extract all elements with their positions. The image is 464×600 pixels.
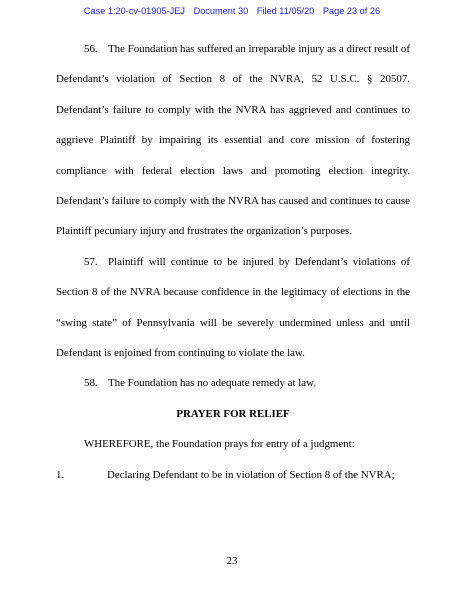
page-number: 23 [226, 555, 238, 567]
paragraph-57 [56, 247, 410, 369]
prayer-intro: WHEREFORE, the Foundation prays for entry of a judgment: [84, 438, 355, 451]
paragraph-number: 56. [84, 43, 98, 55]
paragraph-number: 58. [84, 377, 98, 390]
filed-date: Filed 11/05/20 [256, 6, 315, 16]
paragraph-text: Plaintiff will continue to be injured by Defendant’s violations of Section 8 of the NVRA because confidence in the legitimacy of elections in the “swing state” of Pennsylvania will be severely undermined unless and until Defendant is enjoined from continuing to violate the law. [56, 255, 410, 360]
prayer-item-number: 1. [56, 468, 65, 481]
document-number: Document 30 [193, 6, 249, 16]
prayer-item-text: Declaring Defendant to be in violation of Section 8 of the NVRA; [107, 468, 395, 481]
document-body [56, 34, 410, 490]
paragraph-56 [56, 34, 410, 247]
paragraph-text: The Foundation has no adequate remedy at law. [108, 377, 316, 390]
paragraph-text: The Foundation has suffered an irreparable injury as a direct result of Defendant’s violation of Section 8 of the NVRA, 52 U.S.C. § 20507. Defendant’s failure to comply with the NVRA has aggrieved and continues to aggrieve Plaintiff by impairing its essential and core mission of fostering compliance with federal election laws and promoting election integrity. Defendant’s failure to comply with the NVRA has caused and continues to cause Plaintiff pecuniary injury and frustrates the organization’s purposes. [56, 43, 410, 238]
section-heading: PRAYER FOR RELIEF [176, 407, 290, 420]
ecf-filing-header [0, 6, 464, 16]
paragraph-58 [56, 368, 410, 398]
paragraph-number: 57. [84, 255, 98, 268]
case-number: Case 1:20-cv-01905-JEJ [83, 6, 185, 16]
page-count: Page 23 of 26 [322, 6, 381, 16]
prayer-item-1 [56, 460, 410, 490]
